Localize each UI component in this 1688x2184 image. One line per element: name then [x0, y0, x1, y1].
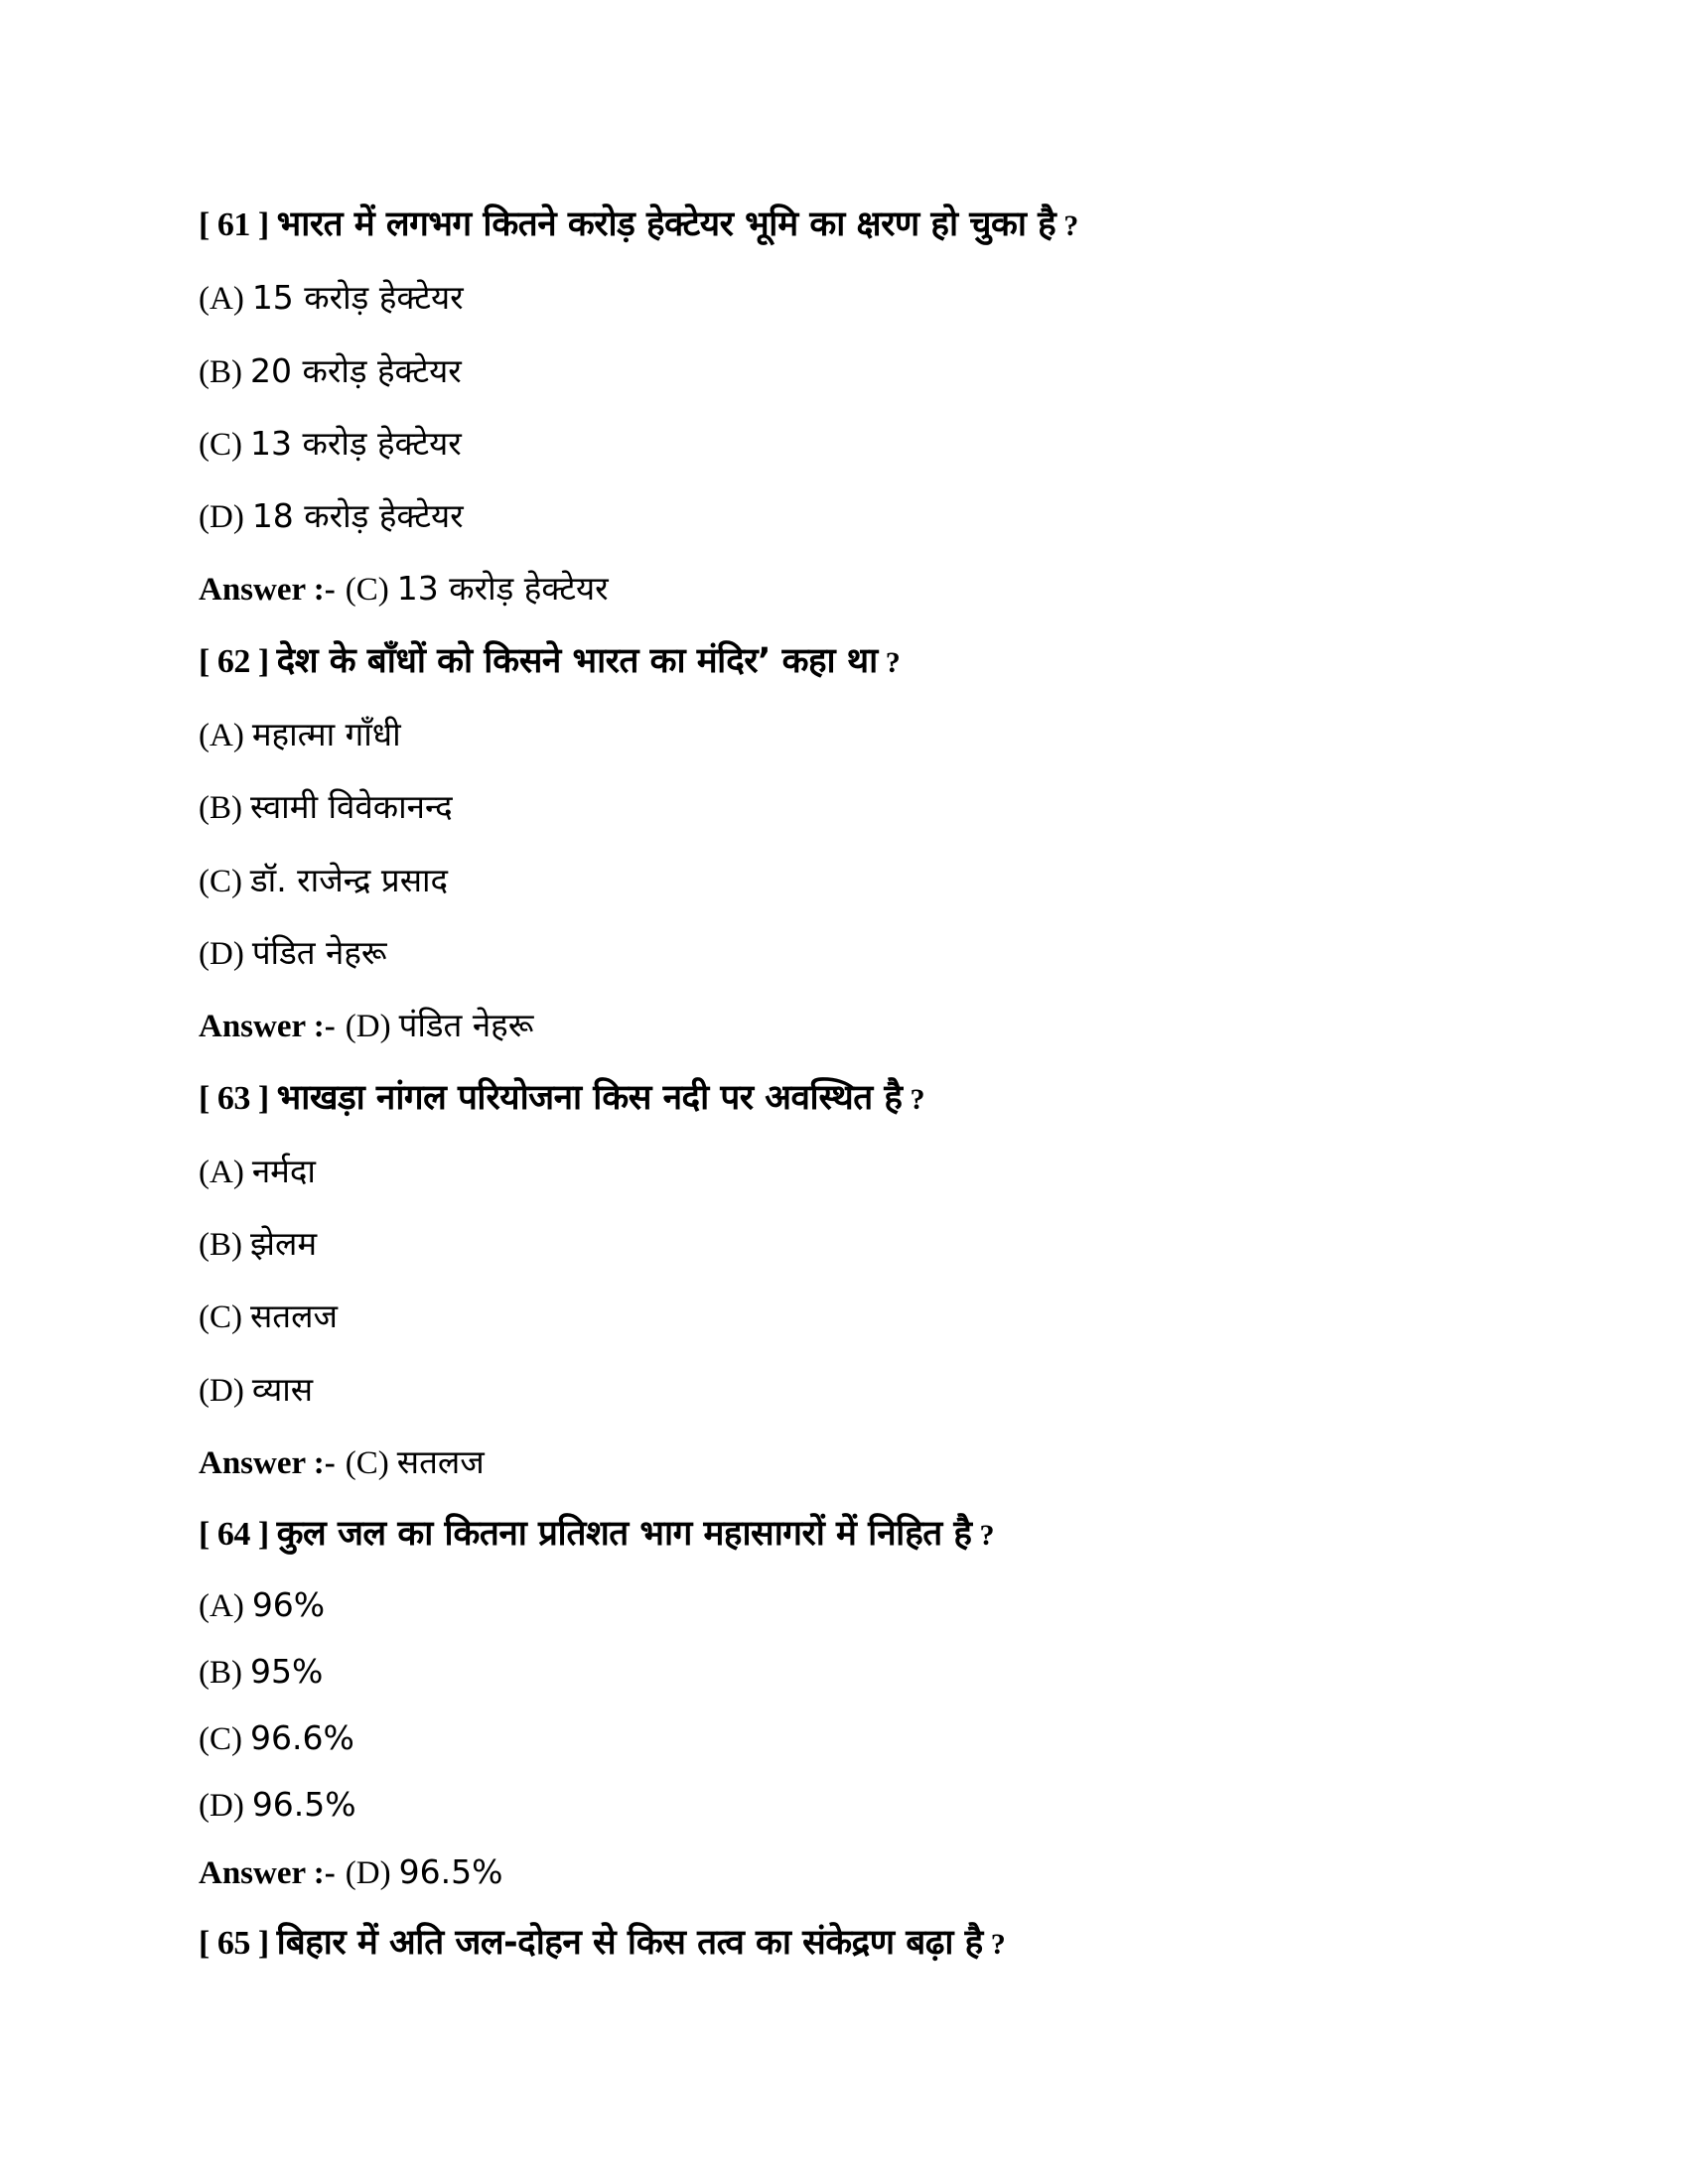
option-a [199, 261, 1489, 334]
answer-line [199, 1838, 1489, 1907]
option-d [199, 479, 1489, 552]
option-letter: (C) [199, 426, 242, 463]
option-letter: (B) [199, 790, 242, 827]
option-a [199, 1571, 1489, 1638]
option-c [199, 407, 1489, 479]
option-text: 20 करोड़ हेक्टेयर [250, 350, 462, 390]
option-letter: (A) [199, 1154, 244, 1190]
option-letter: (D) [199, 935, 244, 972]
question-mark: ? [1063, 209, 1078, 242]
question-number: [ 62 ] [199, 642, 269, 680]
answer-letter: (D) [345, 1009, 391, 1045]
answer-line [199, 1426, 1489, 1498]
option-text: महात्मा गाँधी [251, 715, 401, 754]
option-letter: (A) [199, 1587, 244, 1624]
question-mark: ? [910, 1082, 925, 1116]
answer-line [199, 552, 1489, 624]
question-block-64 [199, 1498, 1489, 1906]
question-block-61 [199, 189, 1489, 625]
option-text: डॉ. राजेन्द्र प्रसाद [250, 860, 449, 899]
answer-letter: (C) [345, 572, 389, 609]
option-letter: (C) [199, 1299, 242, 1336]
option-c [199, 1705, 1489, 1771]
option-d [199, 1353, 1489, 1426]
option-c [199, 844, 1489, 916]
option-b [199, 770, 1489, 843]
question-number: [ 61 ] [199, 206, 269, 243]
question-65 [199, 1907, 1489, 1979]
question-text: बिहार में अति जल-दोहन से किस तत्व का संकेद्रण बढ़ा है [276, 1922, 983, 1963]
question-number: [ 64 ] [199, 1516, 269, 1554]
answer-label: Answer :- [199, 1445, 336, 1482]
option-a [199, 698, 1489, 770]
option-text: झेलम [250, 1224, 318, 1264]
answer-text: सतलज [396, 1442, 485, 1482]
question-text: देश के बाँधों को किसने भारत का मंदिर’ कहा था [276, 640, 878, 681]
option-text: व्यास [251, 1369, 314, 1409]
option-b [199, 1638, 1489, 1705]
answer-text: 96.5% [398, 1851, 503, 1891]
answer-text: पंडित नेहरू [398, 1006, 534, 1045]
option-a [199, 1135, 1489, 1207]
option-text: 15 करोड़ हेक्टेयर [251, 278, 464, 318]
question-number: [ 63 ] [199, 1079, 269, 1117]
option-letter: (C) [199, 863, 242, 899]
option-b [199, 1207, 1489, 1280]
option-letter: (A) [199, 281, 244, 318]
option-letter: (A) [199, 718, 244, 754]
option-text: स्वामी विवेकानन्द [250, 787, 453, 827]
option-text: 96.6% [250, 1717, 354, 1757]
option-text: नर्मदा [251, 1151, 316, 1190]
question-text: कुल जल का कितना प्रतिशत भाग महासागरों में निहित है [276, 1514, 972, 1555]
option-b [199, 335, 1489, 407]
option-letter: (B) [199, 353, 242, 390]
answer-line [199, 989, 1489, 1061]
option-text: 18 करोड़ हेक्टेयर [251, 496, 464, 536]
option-text: 95% [250, 1651, 324, 1691]
question-61 [199, 189, 1489, 261]
option-letter: (D) [199, 499, 244, 536]
option-text: 96.5% [251, 1784, 356, 1824]
option-d [199, 1771, 1489, 1838]
question-63 [199, 1062, 1489, 1135]
option-c [199, 1280, 1489, 1352]
question-text: भाखड़ा नांगल परियोजना किस नदी पर अवस्थित है [276, 1077, 903, 1118]
question-mark: ? [885, 645, 901, 679]
answer-label: Answer :- [199, 1009, 336, 1045]
question-block-62 [199, 625, 1489, 1062]
question-mark: ? [990, 1927, 1006, 1961]
option-letter: (D) [199, 1787, 244, 1824]
question-64 [199, 1498, 1489, 1570]
option-letter: (D) [199, 1372, 244, 1409]
option-text: सतलज [250, 1297, 338, 1336]
option-text: 96% [251, 1584, 326, 1624]
option-letter: (B) [199, 1654, 242, 1691]
question-block-63 [199, 1062, 1489, 1499]
document-page [199, 189, 1489, 1979]
option-letter: (B) [199, 1227, 242, 1264]
option-d [199, 916, 1489, 989]
option-text: पंडित नेहरू [251, 932, 387, 972]
answer-letter: (C) [345, 1445, 389, 1482]
question-mark: ? [979, 1519, 995, 1553]
answer-label: Answer :- [199, 572, 336, 609]
question-text: भारत में लगभग कितने करोड़ हेक्टेयर भूमि का क्षरण हो चुका है [276, 205, 1056, 244]
question-number: [ 65 ] [199, 1924, 269, 1962]
option-letter: (C) [199, 1720, 242, 1757]
answer-label: Answer :- [199, 1854, 336, 1891]
answer-text: 13 करोड़ हेक्टेयर [396, 569, 609, 609]
question-block-65 [199, 1907, 1489, 1979]
option-text: 13 करोड़ हेक्टेयर [250, 423, 462, 463]
answer-letter: (D) [345, 1854, 391, 1891]
question-62 [199, 625, 1489, 698]
